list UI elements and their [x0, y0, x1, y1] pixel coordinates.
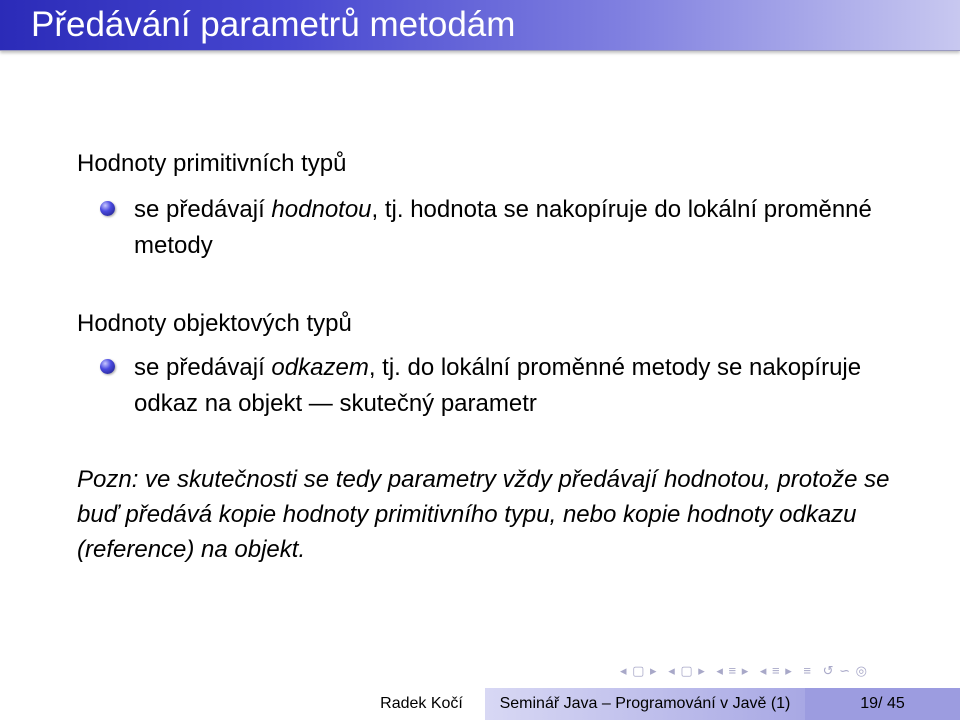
bullet-text-prefix: se předávají: [134, 354, 272, 381]
nav-section-icon[interactable]: ◂ ≡ ▸: [759, 663, 793, 678]
nav-frame-prev-icon[interactable]: ◂ ▢ ▸: [620, 663, 658, 678]
heading-object-types: Hodnoty objektových typů: [77, 310, 352, 337]
nav-frame-next-icon[interactable]: ◂ ▢ ▸: [668, 663, 706, 678]
bullet-text: [134, 192, 894, 264]
footer-page-number: 19/ 45: [805, 688, 960, 720]
beamer-navigation: [620, 662, 960, 680]
footer: [0, 688, 960, 720]
note-paragraph: Pozn: ve skutečnosti se tedy parametry vždy předávají hodnotou, protože se buď předává kopie hodnoty primitivního typu, nebo kopie hodnoty odkazu (reference) na objekt.: [77, 466, 890, 563]
bullet-text-emphasis: odkazem: [271, 354, 369, 381]
bullet-text-prefix: se předávají: [134, 196, 272, 223]
slide-title: Předávání parametrů metodám: [31, 5, 516, 44]
bullet-text-emphasis: hodnotou: [271, 196, 372, 223]
bullet-ball-icon: [100, 201, 115, 216]
footer-author: Radek Kočí: [358, 688, 485, 720]
bullet-text-suffix: , tj. hodnota se nakopíruje do lokální proměnné metody: [134, 196, 872, 259]
footer-title: Seminář Java – Programování v Javě (1): [485, 688, 805, 720]
heading-primitive-types: Hodnoty primitivních typů: [77, 150, 347, 177]
nav-search-icon[interactable]: ↺ ∽ ◎: [822, 663, 868, 678]
nav-slide-icon[interactable]: ≡: [803, 663, 812, 678]
bullet-ball-icon: [100, 359, 115, 374]
nav-subsection-icon[interactable]: ◂ ≡ ▸: [716, 663, 750, 678]
bullet-text-suffix: , tj. do lokální proměnné metody se nakopíruje odkaz na objekt — skutečný parametr: [134, 354, 862, 417]
bullet-text: [134, 350, 894, 422]
